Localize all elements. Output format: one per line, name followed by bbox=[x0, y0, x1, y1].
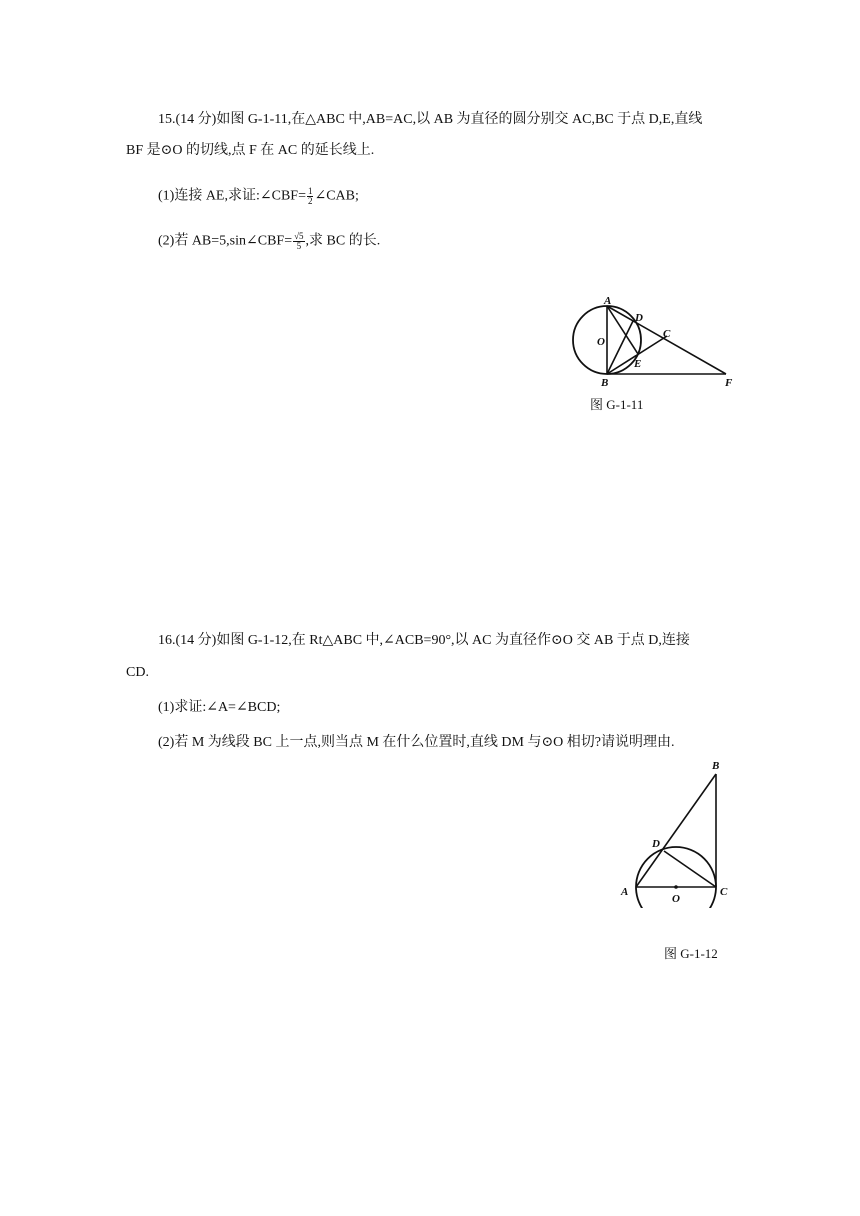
q15-part-1-text-end: ∠CAB; bbox=[314, 188, 359, 204]
q15-part-2-text-end: ,求 BC 的长. bbox=[305, 233, 381, 249]
label-b: B bbox=[712, 760, 720, 772]
fraction-denominator: 5 bbox=[296, 241, 302, 251]
q15-line-1: 15.(14 分)如图 G-1-11,在△ABC 中,AB=AC,以 AB 为直径的圆分别交 AC,BC 于点 D,E,直线 bbox=[158, 112, 703, 127]
label-a: A bbox=[621, 886, 629, 898]
segment-cd bbox=[664, 851, 716, 887]
figure-caption-g-1-11: 图 G-1-11 bbox=[590, 397, 644, 412]
q16-line-2: CD. bbox=[126, 665, 149, 680]
label-b: B bbox=[601, 377, 609, 389]
label-d: D bbox=[635, 312, 643, 324]
fraction-one-half bbox=[307, 187, 314, 206]
label-d: D bbox=[652, 838, 660, 850]
fraction-numerator: √5 bbox=[294, 231, 304, 241]
label-o: O bbox=[597, 336, 605, 348]
q15-part-2-text: (2)若 AB=5,sin∠CBF= bbox=[158, 233, 293, 249]
figure-g-1-12 bbox=[615, 756, 740, 908]
figure-caption-g-1-12: 图 G-1-12 bbox=[664, 946, 718, 961]
center-point-o bbox=[674, 885, 678, 889]
label-c: C bbox=[720, 886, 728, 898]
figure-g-1-11 bbox=[560, 294, 760, 390]
label-f: F bbox=[725, 377, 733, 389]
q15-line-2: BF 是⊙O 的切线,点 F 在 AC 的延长线上. bbox=[126, 143, 375, 158]
label-e: E bbox=[634, 358, 642, 370]
segment-af bbox=[607, 306, 726, 374]
label-o: O bbox=[672, 893, 680, 905]
fraction-sqrt5-over-5 bbox=[293, 232, 304, 251]
segment-ab bbox=[636, 774, 716, 887]
segment-ae bbox=[607, 306, 638, 354]
q16-part-2: (2)若 M 为线段 BC 上一点,则当点 M 在什么位置时,直线 DM 与⊙O 相切?请说明理由. bbox=[158, 735, 675, 750]
q15-part-2 bbox=[158, 232, 380, 251]
label-a: A bbox=[604, 295, 612, 307]
label-c: C bbox=[663, 328, 671, 340]
q16-line-1: 16.(14 分)如图 G-1-12,在 Rt△ABC 中,∠ACB=90°,以 AC 为直径作⊙O 交 AB 于点 D,连接 bbox=[158, 633, 690, 648]
q15-part-1-text: (1)连接 AE,求证:∠CBF= bbox=[158, 188, 306, 204]
q16-part-1: (1)求证:∠A=∠BCD; bbox=[158, 700, 281, 715]
fraction-numerator: 1 bbox=[307, 186, 313, 196]
q15-part-1 bbox=[158, 187, 359, 206]
fraction-denominator: 2 bbox=[307, 196, 313, 206]
